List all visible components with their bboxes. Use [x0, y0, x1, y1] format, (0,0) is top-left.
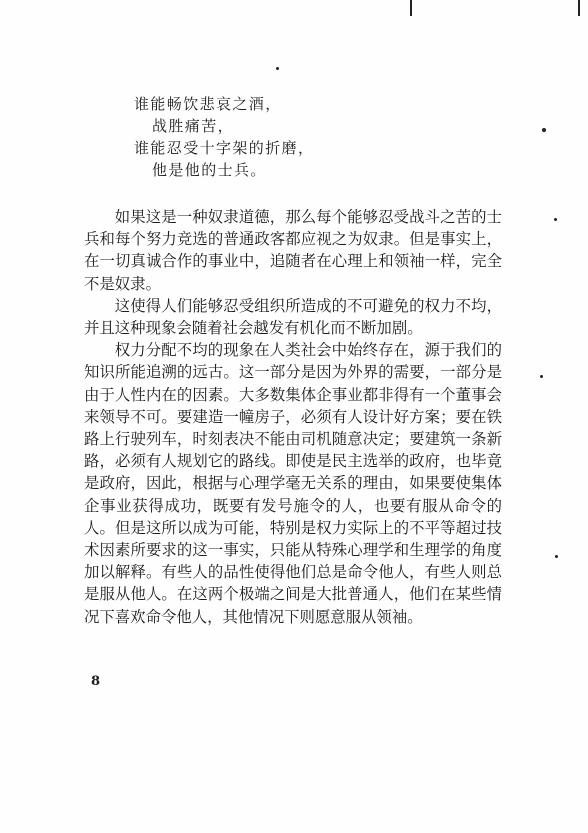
verse-line: 谁能忍受十字架的折磨，	[134, 139, 315, 157]
scan-speck	[554, 218, 557, 221]
body-text	[84, 206, 502, 628]
scan-speck	[542, 128, 546, 132]
verse-line: 谁能畅饮悲哀之酒，	[134, 95, 282, 113]
verse-quote	[134, 93, 434, 181]
paragraph: 如果这是一种奴隶道德，那么每个能够忍受战斗之苦的士兵和每个努力竞选的普通政客都应视之为奴隶。但是事实上，在一切真诚合作的事业中，追随者在心理上和领袖一样，完全不是奴隶。	[84, 208, 502, 293]
verse-line: 战胜痛苦，	[152, 117, 235, 135]
scan-speck	[540, 375, 543, 378]
page-corner-scan-mark	[410, 0, 580, 16]
paragraph: 权力分配不均的现象在人类社会中始终存在，源于我们的知识所能追溯的远古。这一部分是因为外界的需要，一部分是由于人性内在的因素。大多数集体企事业都非得有一个董事会来领导不可。要建造一幢房子，必须有人设计好方案；要在铁路上行驶列车，时刻表决不能由司机随意决定；要建筑一条新路，必须有人规划它的路线。即使是民主选举的政府，也毕竟是政府，因此，根据与心理学毫无关系的理由，如果要使集体企事业获得成功，既要有发号施令的人，也要有服从命令的人。但是这所以成为可能，特别是权力实际上的不平等超过技术因素所要求的这一事实，只能从特殊心理学和生理学的角度加以解释。有些人的品性使得他们总是命令他人，有些人则总是服从他人。在这两个极端之间是大批普通人，他们在某些情况下喜欢命令他人，其他情况下则愿意服从领袖。	[84, 341, 502, 626]
verse-line: 他是他的士兵。	[152, 161, 267, 179]
scan-speck	[555, 555, 558, 558]
page-number: 8	[91, 674, 101, 689]
paragraph: 这使得人们能够忍受组织所造成的不可避免的权力不均，并且这种现象会随着社会越发有机化而不断加剧。	[84, 296, 502, 338]
scan-speck	[276, 67, 279, 70]
